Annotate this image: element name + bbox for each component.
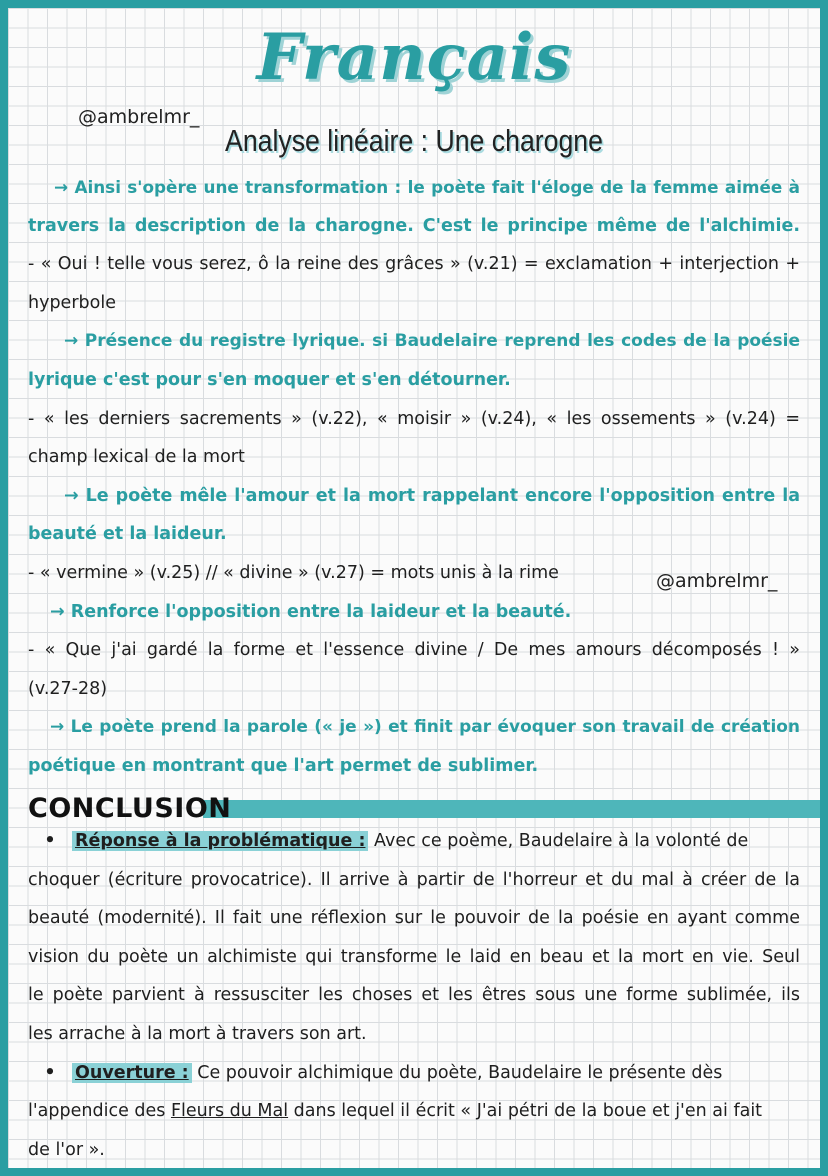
- bullet-icon: •: [44, 1062, 56, 1083]
- opening-text-a: l'appendice des: [28, 1101, 166, 1122]
- conclusion-body: [28, 822, 800, 1169]
- analysis-body: [28, 168, 800, 786]
- conclusion-rule: [203, 800, 828, 818]
- opening-text: Ce pouvoir alchimique du poète, Baudelaire le présente dès: [197, 1062, 723, 1083]
- analysis-line: → Ainsi s'opère une transformation : le poète fait l'éloge de la femme aimée à: [54, 177, 800, 197]
- opening-text-c: dans lequel il écrit « J'ai pétri de la boue et j'en ai fait: [293, 1101, 763, 1122]
- conclusion-line: [28, 822, 800, 861]
- conclusion-heading: CONCLUSION: [28, 793, 232, 824]
- analysis-line: → Présence du registre lyrique. si Baudelaire reprend les codes de la poésie: [64, 331, 800, 352]
- analysis-line: - « vermine » (v.25) // « divine » (v.27) = mots unis à la rime: [28, 562, 559, 583]
- response-label: Réponse à la problématique :: [72, 831, 368, 851]
- page-title: Français: [256, 20, 572, 95]
- response-text: Avec ce poème, Baudelaire à la volonté de: [374, 831, 749, 851]
- page-subtitle: Analyse linéaire : Une charogne: [225, 123, 603, 158]
- conclusion-line: beauté (modernité). Il fait une réflexion sur le pouvoir de la poésie en ayant comme: [28, 908, 800, 929]
- conclusion-line: [28, 1054, 800, 1093]
- conclusion-line: le poète parvient à ressusciter les choses et les êtres sous une forme sublimée, ils: [28, 985, 800, 1006]
- conclusion-line: de l'or ».: [28, 1139, 105, 1160]
- analysis-line: (v.27-28): [28, 678, 108, 699]
- analysis-line: beauté et la laideur.: [28, 524, 227, 545]
- analysis-line: - « Que j'ai gardé la forme et l'essence divine / De mes amours décomposés ! »: [28, 640, 800, 661]
- conclusion-line: vision du poète un alchimiste qui transforme le laid en beau et la mort en vie. Seul: [28, 946, 800, 967]
- conclusion-line: [28, 1092, 800, 1131]
- conclusion-line: choquer (écriture provocatrice). Il arrive à partir de l'horreur et du mal à créer de la: [28, 869, 800, 890]
- analysis-line: poétique en montrant que l'art permet de sublimer.: [28, 755, 539, 776]
- opening-label: Ouverture :: [72, 1063, 192, 1083]
- analysis-line: → Renforce l'opposition entre la laideur et la beauté.: [50, 601, 572, 622]
- analysis-line: → Le poète mêle l'amour et la mort rappelant encore l'opposition entre la: [64, 485, 800, 506]
- analysis-line: champ lexical de la mort: [28, 447, 245, 468]
- author-handle: @ambrelmr_: [78, 106, 200, 128]
- bullet-icon: •: [44, 831, 56, 851]
- analysis-line: travers la description de la charogne. C'est le principe même de l'alchimie.: [28, 215, 800, 236]
- analysis-line: hyperbole: [28, 292, 116, 313]
- analysis-line: - « Oui ! telle vous serez, ô la reine des grâces » (v.21) = exclamation + interjection +: [28, 254, 800, 275]
- book-title-link: Fleurs du Mal: [170, 1101, 289, 1122]
- conclusion-line: les arrache à la mort à travers son art.: [28, 1023, 367, 1044]
- author-handle-secondary: @ambrelmr_: [656, 570, 778, 592]
- analysis-line: → Le poète prend la parole (« je ») et finit par évoquer son travail de création: [50, 717, 800, 738]
- analysis-line: - « les derniers sacrements » (v.22), « moisir » (v.24), « les ossements » (v.24) =: [28, 408, 800, 429]
- analysis-line: lyrique c'est pour s'en moquer et s'en détourner.: [28, 369, 511, 390]
